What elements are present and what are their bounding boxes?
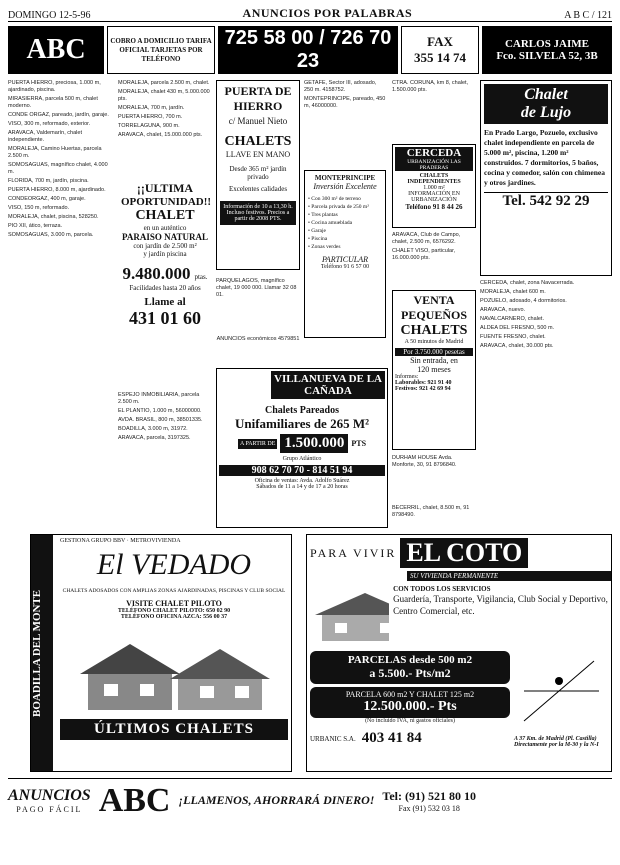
chalet2-text: CHALET VISO, particular, 16.000.000 pts. [392,248,456,261]
classified-item: VISO, 300 m, reformado, exterior. [8,121,91,127]
ultima-l6: con jardín de 2.500 m² [133,242,197,250]
villa-tel[interactable]: 908 62 70 70 - 814 51 94 [219,465,385,476]
becerril-text: BECERRIL, chalet, 8.500 m, 91 8798490. [392,505,470,518]
monte-sub: Inversión Excelente [313,182,377,191]
monte-feature-item: • Con 300 m² de terreno [308,196,361,202]
bottom-pago: PAGO FÁCIL [16,805,83,814]
fax-label: FAX [427,34,453,49]
classified-item: MORALEJA, parcela 2.500 m, chalet. [118,80,210,86]
coto-name: EL COTO [400,538,528,568]
cerceda-ad [392,144,476,228]
coto-urb: URBANIC S.A. [310,734,356,743]
classified-item: PIO XII, ático, terraza. [8,223,63,229]
cerceda-sub: URBANIZACIÓN LAS PRADERAS [395,159,473,171]
coto-servicios: Guardería, Transporte, Vigilancia, Club Social y Deportivo, Centro Comercial, etc. [393,594,608,616]
montep-text: MONTEPRINCIPE, pareado, 450 m, 46000000. [304,96,386,109]
contact-band [8,26,612,74]
bottom-anuncios: ANUNCIOS [8,787,91,804]
classified-item: EL PLANTIO, 1.000 m, 56000000. [118,408,202,414]
cerceda-title: CERCEDA [395,147,473,159]
ultima-l2: OPORTUNIDAD!! [121,196,212,208]
aravaca2-text: ARAVACA, Club de Campo, chalet, 2.500 m, 6576292. [392,232,461,245]
puerta-calidades: Excelentes calidades [228,185,288,193]
coto-house [310,585,389,645]
monte-title: MONTEPRINCIPE [314,174,376,182]
coto-precio-parc: a 5.500.- Pts/m2 [369,666,451,680]
parquelagos-ad [216,278,300,328]
classified-item: PUERTA HIERRO, 700 m. [118,114,183,120]
venta-info: Informes: [395,374,419,380]
monte-feature-item: • Parcela privada de 250 m² [308,204,369,210]
vedado-name: El VEDADO [96,548,252,581]
vedado-gestion-text: GESTIONA GRUPO BBV [60,538,126,544]
coto-precio-chalet: 12.500.000.- Pts [363,699,457,714]
cj-name: CARLOS JAIME [504,38,590,50]
villa-sub: Chalets Pareados [265,405,339,416]
classified-item: ARAVACA, chalet, 30.000 pts. [480,343,554,349]
getafe-ad [304,80,386,160]
bottom-llamenos: ¡LLAMENOS, AHORRARÁ DINERO! [178,793,375,807]
bottom-abc: ABC [98,781,171,819]
classified-item: POZUELO, adosado, 4 dormitorios. [480,298,567,304]
cerceda-info: INFORMACIÓN EN URBANIZACIÓN [408,191,460,203]
ultima-desc [121,208,209,258]
villa-pts: PTS [351,439,367,448]
vedado-visite: VISITE CHALET PILOTO [126,599,222,608]
puerta-title: PUERTA DE HIERRO [224,84,292,113]
villanueva-ad [216,368,388,528]
coto-map [514,651,604,731]
coto-km: A 37 Km. de Madrid (Pl. Castilla) [514,736,597,742]
classifieds-col5 [480,280,612,528]
durham-text: DURHAM HOUSE Avda. Monforte, 30, 91 8796840. [392,455,457,468]
coto-iva: (No incluido IVA, ni gastos oficiales) [365,718,455,724]
vedado-tel1: TELÉFONO CHALET PILOTO: 650 02 90 [117,608,231,614]
cerceda-parc: 1.000 m² [423,185,445,191]
classified-item: ALDEA DEL FRESNO, 500 m. [480,325,555,331]
coto-parcela-chalet: PARCELA 600 m2 Y CHALET 125 m2 [345,690,475,699]
venta-l4: A 50 minutos de Madrid [404,339,464,345]
monte-feature-item: • Piscina [308,236,328,242]
classified-item: MORALEJA, chalet 430 m, 5.000.000 pts. [118,89,210,102]
classified-item: NAVALCARNERO, chalet. [480,316,544,322]
classified-item: MORALEJA, 700 m, jardín. [118,105,185,111]
venta-l1: VENTA [413,293,455,307]
villa-price: 1.500.000 [280,434,348,453]
carlos-jaime-box [482,26,612,74]
classified-item: CERCEDA, chalet, zona Navacerrada. [480,280,575,286]
ultima-phone[interactable]: 431 01 60 [129,308,201,328]
puerta-chalets: CHALETS [224,134,292,149]
cj-address: Fco. SILVELA 52, 3B [496,50,598,62]
classified-item: SOMOSAGUAS, 3.000 m, parcela. [8,232,94,238]
monte-feature-item: • Zonas verdes [308,244,341,250]
villa-horario: Sábados de 11 a 14 y de 17 a 20 horas [256,484,348,490]
classifieds-espejo [118,392,212,528]
vedado-text: CHALETS ADOSADOS CON AMPLIAS ZONAS AJARDINADAS, PISCINAS Y CLUB SOCIAL [62,588,286,594]
coto-tel[interactable]: 403 41 84 [361,730,422,746]
venta-tel2: Festivos: 921 42 69 94 [395,386,451,392]
vedado-metro: METROVIVIENDA [130,538,181,544]
venta-l2: PEQUEÑOS [400,308,467,322]
cerceda-chalets: CHALETS INDEPENDIENTES [407,173,461,185]
classified-item: MORALEJA, chalet, piscina, 528250. [8,214,99,220]
bottom-tel[interactable]: Tel: (91) 521 80 10 [382,788,476,803]
vedado-ultimos: ÚLTIMOS CHALETS [60,719,288,740]
ultima-oportunidad-ad [118,178,212,388]
monte-tel: Teléfono 91 6 57 00 [320,264,370,270]
getafe-text: GETAFE, Sector III, adosado, 250 m. 4158752. [304,80,377,93]
el-coto-ad [306,534,612,772]
classifieds-col1 [8,80,112,528]
ultima-price: 9.480.000 [122,264,191,283]
classified-item: SOMOSAGUAS, magnífico chalet, 4.000 m. [8,162,108,175]
monte-feature-item: • Tres plantas [308,212,338,218]
chalet-lujo-ad [480,80,612,276]
coto-parcelas: PARCELAS desde 500 m2 [347,654,473,666]
monte-part: PARTICULAR [321,255,369,264]
page-header [8,8,612,22]
monte-features [308,195,382,251]
lujo-text: En Prado Largo, Pozuelo, exclusivo chalet independiente en parcela de 5.000 m², piscina, 1.200 m² construidos. 7 dormitorios, 5 baños, cocina y comedor, salón con chimenea y otros jardines. [484,128,605,187]
coto-con: CON TODOS LOS SERVICIOS [393,585,491,593]
fax-number: 355 14 74 [414,50,466,65]
puerta-llave: LLAVE EN MANO [225,150,291,159]
classified-item: MORALEJA, chalet 600 m. [480,289,546,295]
classified-item: FUENTE FRESNO, chalet. [480,334,546,340]
villa-info: Oficina de ventas: Avda. Adolfo Suárez [254,478,350,484]
venta-l5: Sin entrada, en [410,356,458,365]
lujo-tel[interactable]: Tel. 542 92 29 [484,192,608,210]
classified-item: MORALEJA, Camino Huertas, parcela 2.500 m. [8,146,102,159]
ctra-ad [392,80,476,140]
venta-l3: CHALETS [400,323,468,338]
ultima-l4: en un auténtico [143,224,187,232]
becerril-ad [392,505,476,529]
monte-feature-item: • Cocina amueblada [308,220,353,226]
cerceda-tel: Teléfono 91 8 44 26 [405,203,463,211]
fax-box [401,26,479,74]
classified-item: CONDE ORGAZ, pareado, jardín, garaje. [8,112,109,118]
lujo-title2: de Lujo [520,104,572,121]
classified-item: VISO, 150 m, reformado. [8,205,70,211]
puerta-hierro-ad [216,80,300,270]
classified-item: BOADILLA, 3.000 m, 31972. [118,426,188,432]
anuncios-text: ANUNCIOS económicos 4579851 [216,336,300,342]
header-title: ANUNCIOS POR PALABRAS [242,6,413,20]
header-page: A B C / 121 [564,10,612,21]
puerta-info: Información de 10 a 13,30 h. Incluso festivos. Precios a partir de 2008 PTS. [220,201,296,225]
classified-item: PUERTA HIERRO, preciosa, 1.000 m, ajardinado, piscina. [8,80,101,93]
header-date: DOMINGO 12-5-96 [8,10,91,21]
monteprincipe-ad [304,170,386,338]
classified-item: ARAVACA, Valdemarín, chalet independiente. [8,130,82,143]
ultima-facil: Facilidades hasta 20 años [129,284,201,292]
puerta-desde: Desde 365 m² jardín privado [229,165,287,181]
vedado-gestion: GESTIONA GRUPO BBV · METROVIVIENDA [60,538,181,544]
ultima-l1: ¡¡ULTIMA [136,181,194,195]
venta-tel1: Laborables: 921 91 40 [395,380,452,386]
house-illustration [60,624,290,714]
villa-promotor: Grupo Atlántico [282,456,322,462]
phone-numbers[interactable]: 725 58 00 / 726 70 23 [218,26,398,74]
el-vedado-ad [30,534,292,772]
venta-l6: 120 meses [417,365,451,374]
coto-para: PARA VIVIR [310,545,397,560]
monte-feature-item: • Garaje [308,228,326,234]
aravaca-ad [392,232,476,282]
classified-item: ARAVACA, parcela, 3197325. [118,435,191,441]
classified-item: AVDA. BRASIL, 800 m, 38501335. [118,417,203,423]
ultima-l7: y jardín piscina [143,250,187,258]
classified-item: PUERTA HIERRO, 8.000 m, ajardinado. [8,187,106,193]
abc-logo: ABC [8,26,104,74]
classified-item: FLORIDA, 700 m, jardín, piscina. [8,178,89,184]
durham-ad [392,455,476,485]
villa-entrada: A PARTIR DE [239,440,276,447]
cobro-notice: COBRO A DOMICILIO TARIFA OFICIAL TARJETAS POR TELÉFONO [107,26,215,74]
ultima-l5: PARAISO NATURAL [122,232,208,242]
anuncios-note [216,336,300,356]
lujo-title: Chalet [524,86,568,103]
coto-dir: Directamente por la M-30 y la N-I [514,742,599,748]
bottom-banner [8,778,612,822]
villa-sub2: Unifamiliares de 265 M² [234,416,369,431]
classified-item: TORRELAGUNA, 900 m. [118,123,180,129]
parquelagos-text: PARQUELAGOS, magnífico chalet, 19 000 000. Llamar 32 08 01. [216,278,297,298]
coto-sub: SU VIVIENDA PERMANENTE [407,571,611,581]
classified-item: ARAVACA, nuevo. [480,307,526,313]
ctra-text: CTRA. CORUÑA, km 8, chalet, 1.500.000 pts. [392,80,469,93]
classifieds-col2 [118,80,212,172]
puerta-sub: c/ Manuel Nieto [228,116,288,126]
classified-item: MIRASIERRA, parcela 500 m, chalet moderno. [8,96,98,109]
vedado-tel2: TELÉFONO OFICINA AZCA: 556 00 37 [120,614,228,620]
classified-item: ESPEJO INMOBILIARIA, parcela 2.500 m. [118,392,200,405]
ultima-l3: CHALET [135,208,195,223]
ultima-llame: Llame al [144,296,186,308]
venta-chalets-ad [392,290,476,450]
vedado-vertical: BOADILLA DEL MONTE [31,535,53,771]
villa-title: VILLANUEVA DE LA CAÑADA [271,371,385,399]
classified-item: ARAVACA, chalet, 15.000.000 pts. [118,132,203,138]
classified-item: CONDEORGAZ, 400 m, garaje. [8,196,86,202]
venta-price: Por 3.750.000 pesetas [395,348,473,356]
bottom-fax: Fax (91) 532 03 18 [398,803,460,813]
ultima-pts: ptas. [194,273,208,281]
